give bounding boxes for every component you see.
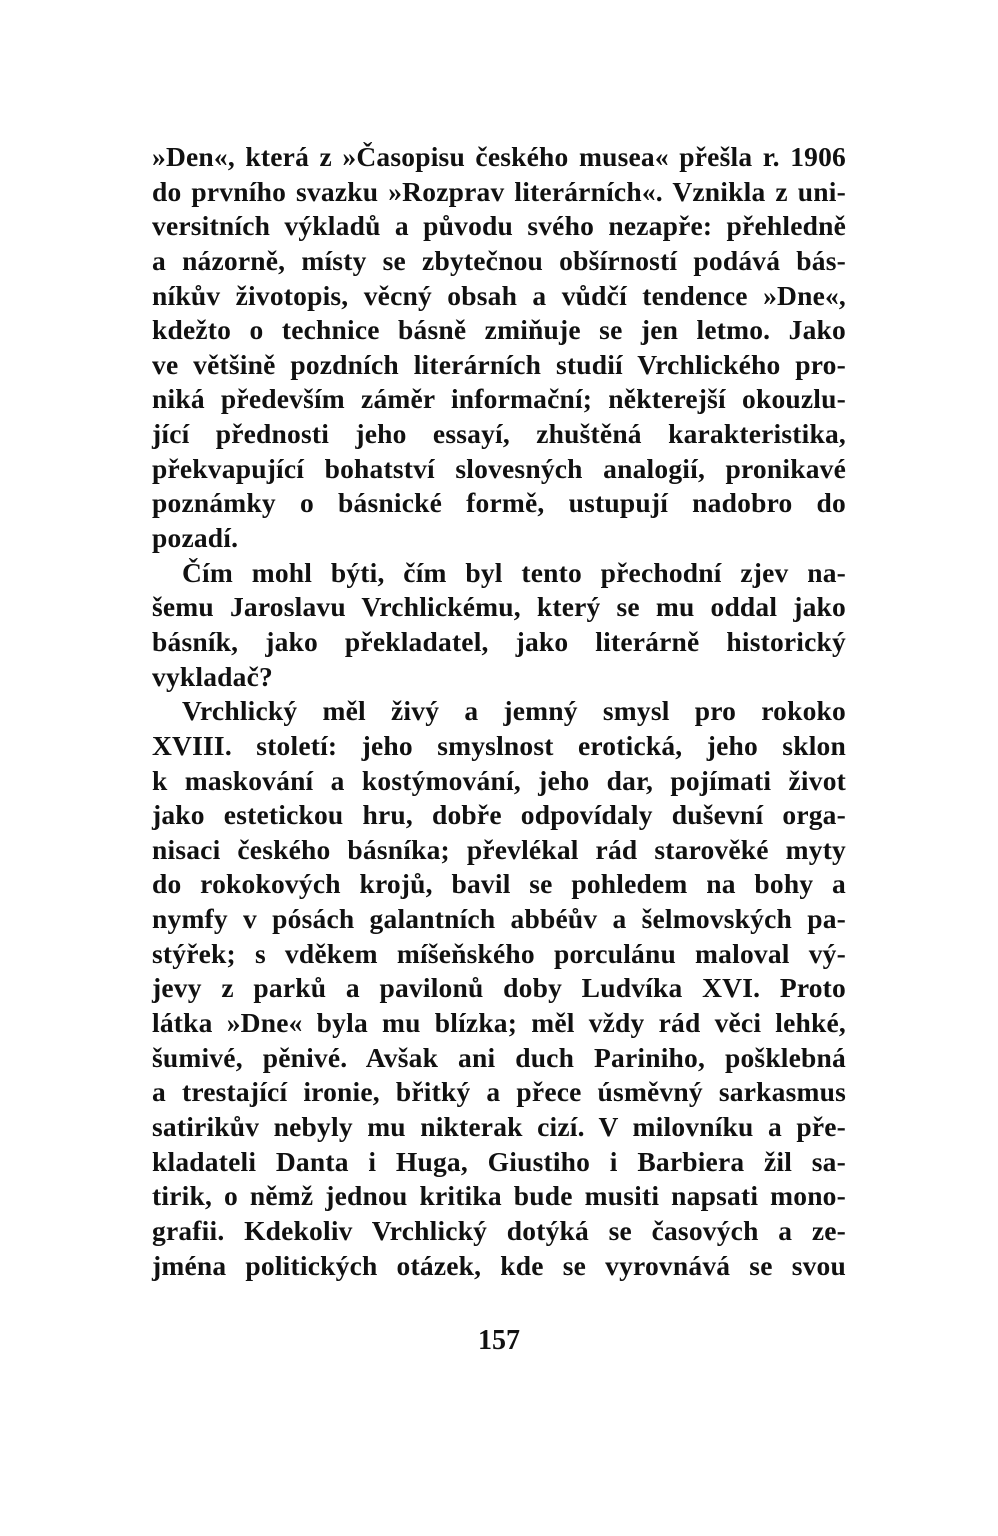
body-text — [152, 140, 846, 1283]
text-line: jména politických otázek, kde se vyrovnává se svou — [152, 1249, 846, 1281]
text-line: šemu Jaroslavu Vrchlickému, který se mu oddal jako — [152, 591, 846, 623]
text-line: do rokokových krojů, bavil se pohledem na bohy a — [152, 868, 846, 900]
text-line: jako estetickou hru, dobře odpovídaly duševní orga- — [152, 799, 846, 831]
text-line: jící přednosti jeho essayí, zhuštěná karakteristika, — [152, 418, 846, 450]
text-line: látka »Dne« byla mu blízka; měl vždy rád věci lehké, — [152, 1007, 846, 1039]
text-line: překvapující bohatství slovesných analogií, pronikavé — [152, 452, 846, 484]
text-line: Čím mohl býti, čím byl tento přechodní zjev na- — [182, 556, 846, 588]
page-number: 157 — [478, 1325, 520, 1356]
text-line: k maskování a kostýmování, jeho dar, pojímati život — [152, 764, 846, 796]
text-line: do prvního svazku »Rozprav literárních«. Vznikla z uni- — [152, 175, 846, 207]
text-line: kdežto o technice básně zmiňuje se jen letmo. Jako — [152, 314, 846, 346]
text-line: šumivé, pěnivé. Avšak ani duch Pariniho, pošklebná — [152, 1041, 846, 1073]
text-line: a trestající ironie, břitký a přece úsměvný sarkasmus — [152, 1076, 846, 1108]
text-line: grafii. Kdekoliv Vrchlický dotýká se časových a ze- — [152, 1214, 846, 1246]
text-line: niká především záměr informační; některejší okouzlu- — [152, 383, 846, 415]
text-line: poznámky o básnické formě, ustupují nadobro do — [152, 487, 846, 519]
text-line: ve většině pozdních literárních studií Vrchlického pro- — [152, 348, 846, 380]
text-line: nymfy v pósách galantních abbéův a šelmovských pa- — [152, 903, 846, 935]
text-line: básník, jako překladatel, jako literárně historický — [152, 625, 846, 657]
text-line: XVIII. století: jeho smyslnost erotická, jeho sklon — [152, 729, 846, 761]
text-line: versitních výkladů a původu svého nezapře: přehledně — [152, 210, 846, 242]
text-line: a názorně, místy se zbytečnou obšírností podává bás- — [152, 244, 846, 276]
text-line: níkův životopis, věcný obsah a vůdčí tendence »Dne«, — [152, 279, 846, 311]
text-line: satirikův nebyly mu nikterak cizí. V milovníku a pře- — [152, 1110, 846, 1142]
text-line: tirik, o němž jednou kritika bude musiti napsati mono- — [152, 1180, 846, 1212]
text-line: stýřek; s vděkem míšeňského porculánu maloval vý- — [152, 937, 846, 969]
text-line: kladateli Danta i Huga, Giustiho i Barbiera žil sa- — [152, 1145, 846, 1177]
text-line: Vrchlický měl živý a jemný smysl pro rokoko — [182, 695, 846, 727]
text-line: vykladač? — [152, 660, 273, 692]
text-line: jevy z parků a pavilonů doby Ludvíka XVI. Proto — [152, 972, 846, 1004]
text-line: »Den«, která z »Časopisu českého musea« přešla r. 1906 — [152, 141, 846, 172]
text-line: nisaci českého básníka; převlékal rád starověké myty — [152, 833, 846, 865]
text-line: pozadí. — [152, 522, 239, 554]
